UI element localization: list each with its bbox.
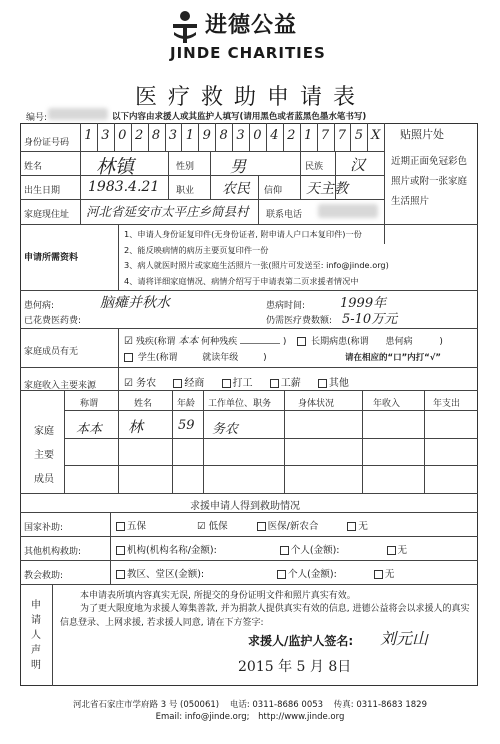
id-digit: 9 [202, 128, 211, 143]
materials-list [124, 227, 474, 289]
members-label: 家庭主要成员 [34, 426, 54, 485]
material-item: 2、能反映病情的病历主要页复印件一份 [124, 244, 269, 255]
member-age: 59 [178, 418, 195, 433]
national-aid-options [116, 518, 368, 532]
other-option-person[interactable]: 个人(金额): [280, 545, 340, 556]
income-option-other[interactable]: 其他 [318, 378, 349, 389]
footer-phone: 电话: 0311-8686 0053 [229, 700, 324, 710]
gender-value: 男 [230, 157, 247, 176]
needed-value: 5-10万元 [342, 312, 398, 327]
id-digit: 8 [219, 128, 228, 143]
job-value: 农民 [222, 181, 250, 197]
declaration-text1: 本申请表所填内容真实无误, 所提交的身份证明文件和照片真实有效。 [80, 591, 356, 601]
photo-note: 近期正面免冠彩色照片或附一张家庭生活照片 [391, 156, 468, 207]
footer-line1 [0, 698, 500, 710]
disease-value: 脑瘫并秋水 [100, 295, 170, 311]
ethnicity-label: 民族 [305, 162, 324, 172]
footer-email[interactable]: Email: info@jinde.org; [155, 712, 250, 722]
name-value: 林镇 [96, 156, 135, 178]
faith-value: 天主教 [306, 181, 348, 197]
org-name-cn: 进德公益 [205, 13, 298, 38]
other-aid-options [116, 542, 407, 556]
id-digit: X [371, 128, 381, 143]
student-checkbox[interactable] [124, 353, 133, 362]
members-header-age: 年龄 [177, 399, 196, 409]
materials-label: 申请所需资料 [24, 253, 79, 263]
members-header-name: 姓名 [134, 399, 153, 409]
serial-redacted [48, 108, 108, 120]
spent-label: 已花费医药费: [24, 316, 82, 326]
members-header-income: 年收入 [373, 399, 401, 409]
instruction-text: 以下内容由求援人或其监护人填写(请用黑色或者蓝黑色墨水笔书写) [112, 112, 367, 122]
form-title: 医 疗 救 助 申 请 表 [135, 85, 357, 110]
needed-label: 仍需医疗费数额: [266, 316, 333, 326]
income-label: 家庭收入主要来源 [24, 381, 97, 391]
id-cell-divider [283, 123, 284, 151]
family-status-label: 家庭成员有无 [24, 347, 79, 357]
sign-date: 2015 年 5 月 8日 [238, 659, 352, 675]
id-digit: 0 [118, 128, 127, 143]
declaration-side-label: 申请人声明 [31, 600, 41, 671]
id-cell-divider [317, 123, 318, 151]
id-digit: 1 [185, 128, 194, 143]
footer-fax: 传真: 0311-8683 1829 [333, 700, 427, 710]
other-option-org[interactable]: 机构(机构名称/金额): [116, 545, 217, 556]
member-name: 林 [128, 418, 144, 436]
church-aid-options [116, 566, 394, 580]
id-digit: 4 [270, 128, 279, 143]
serial-label: 编号: [26, 113, 48, 123]
dob-label: 出生日期 [24, 186, 61, 196]
footer-web[interactable]: http://www.jinde.org [258, 712, 345, 722]
member-work: 务农 [212, 422, 239, 437]
id-cell-divider [249, 123, 250, 151]
id-cell-divider [232, 123, 233, 151]
id-cell-divider [97, 123, 98, 151]
id-digit: 2 [287, 128, 296, 143]
address-value: 河北省延安市太平庄乡简县村 [86, 204, 249, 219]
id-digit: 7 [320, 128, 330, 143]
jinde-logo-icon [170, 10, 200, 44]
phone-redacted [318, 204, 378, 218]
id-digit: 0 [253, 128, 262, 143]
name-label: 姓名 [24, 162, 43, 172]
material-item: 3、病人就医时照片或家庭生活照片一张(照片可发送至: info@jinde.org) [124, 260, 389, 270]
income-option-salary[interactable]: 工薪 [270, 378, 301, 389]
id-cell-divider [181, 123, 182, 151]
church-aid-label: 教会救助: [24, 571, 64, 581]
disability-relation-value: 本本 [178, 336, 199, 347]
church-option-none[interactable]: 无 [374, 569, 395, 580]
id-cell-divider [148, 123, 149, 151]
id-label: 身份证号码 [24, 138, 70, 148]
id-cell-divider [350, 123, 351, 151]
family-status-row1: ☑ 残疾(称谓 本本 何种残疾 ) 长期病患(称谓 患何病 ) [124, 336, 443, 347]
material-item: 1、申请人身份证复印件(无身份证者, 附申请人户口本复印件)一份 [124, 229, 362, 239]
disease-label: 患何病: [24, 301, 55, 311]
members-header-relation: 称谓 [80, 399, 99, 409]
onset-label: 患病时间: [266, 301, 306, 311]
national-aid-label: 国家补助: [24, 523, 64, 533]
id-digit: 1 [84, 128, 93, 143]
sign-label: 求援人/监护人签名: [248, 634, 354, 648]
income-option-farming[interactable]: ☑ 务农 [124, 378, 157, 389]
id-cell-divider [131, 123, 132, 151]
faith-label: 信仰 [264, 186, 283, 196]
id-digit: 2 [134, 128, 144, 143]
aid-section-title: 求援申请人得到救助情况 [190, 501, 300, 512]
id-cell-divider [165, 123, 166, 151]
material-item: 4、请将详细家庭情况、病情介绍写于申请表第二页求援者情况中 [124, 275, 359, 286]
family-status-row2: 学生(称谓 就读年级 ) [124, 350, 267, 363]
footer-address: 河北省石家庄市学府路 3 号 (050061) [73, 700, 220, 710]
church-option-parish[interactable]: 教区、堂区(金额): [116, 569, 204, 580]
members-header-health: 身体状况 [298, 399, 335, 409]
sign-value: 刘元山 [380, 629, 429, 648]
job-label: 职业 [176, 186, 195, 196]
id-digit: 3 [168, 128, 178, 143]
id-cell-divider [367, 123, 368, 151]
other-option-none[interactable]: 无 [387, 545, 408, 556]
id-digit: 1 [303, 128, 313, 143]
id-cell-divider [266, 123, 267, 151]
gender-label: 性别 [176, 162, 195, 172]
member-relation: 本本 [76, 422, 103, 437]
national-option-wubao[interactable]: 五保 [116, 521, 146, 532]
id-cell-divider [198, 123, 199, 151]
org-name-en: JINDE CHARITIES [170, 44, 326, 62]
chronic-checkbox[interactable] [297, 337, 306, 346]
photo-label: 贴照片处 [400, 128, 444, 141]
footer-line2 [0, 712, 500, 722]
ethnicity-value: 汉 [350, 156, 366, 174]
phone-label: 联系电话 [266, 210, 303, 220]
other-aid-label: 其他机构救助: [24, 547, 82, 557]
id-cell-divider [334, 123, 335, 151]
id-cell-divider [300, 123, 301, 151]
members-header-expense: 年支出 [433, 399, 461, 409]
income-option-labor[interactable]: 打工 [222, 378, 253, 389]
family-status-hint: 请在相应的“口”内打“√” [345, 353, 442, 363]
income-option-business[interactable]: 经商 [173, 378, 204, 389]
id-cell-divider [215, 123, 216, 151]
disability-checkbox[interactable]: ☑ [124, 336, 133, 347]
onset-value: 1999年 [340, 296, 387, 311]
national-option-none[interactable]: 无 [347, 521, 368, 532]
members-header-work: 工作单位、职务 [208, 399, 272, 409]
id-cell-divider [114, 123, 115, 151]
id-digit: 5 [354, 128, 363, 143]
church-option-person[interactable]: 个人(金额): [277, 569, 337, 580]
national-option-medical[interactable]: 医保/新农合 [257, 521, 319, 532]
address-label: 家庭现住址 [24, 210, 70, 220]
declaration-text2: 为了更大限度地为求援人筹集善款, 并为捐款人提供真实有效的信息, 进德公益将会以求援人的真实信息登录、上网求援, 若求援人同意, 请在下方签字: [60, 604, 470, 628]
national-option-dibao[interactable]: ☑ 低保 [197, 521, 228, 532]
dob-value: 1983.4.21 [88, 179, 160, 195]
id-digit: 3 [236, 128, 245, 143]
id-digit: 7 [337, 128, 347, 143]
id-digit: 3 [101, 128, 110, 143]
income-options [124, 374, 349, 389]
id-digit: 8 [151, 128, 161, 143]
